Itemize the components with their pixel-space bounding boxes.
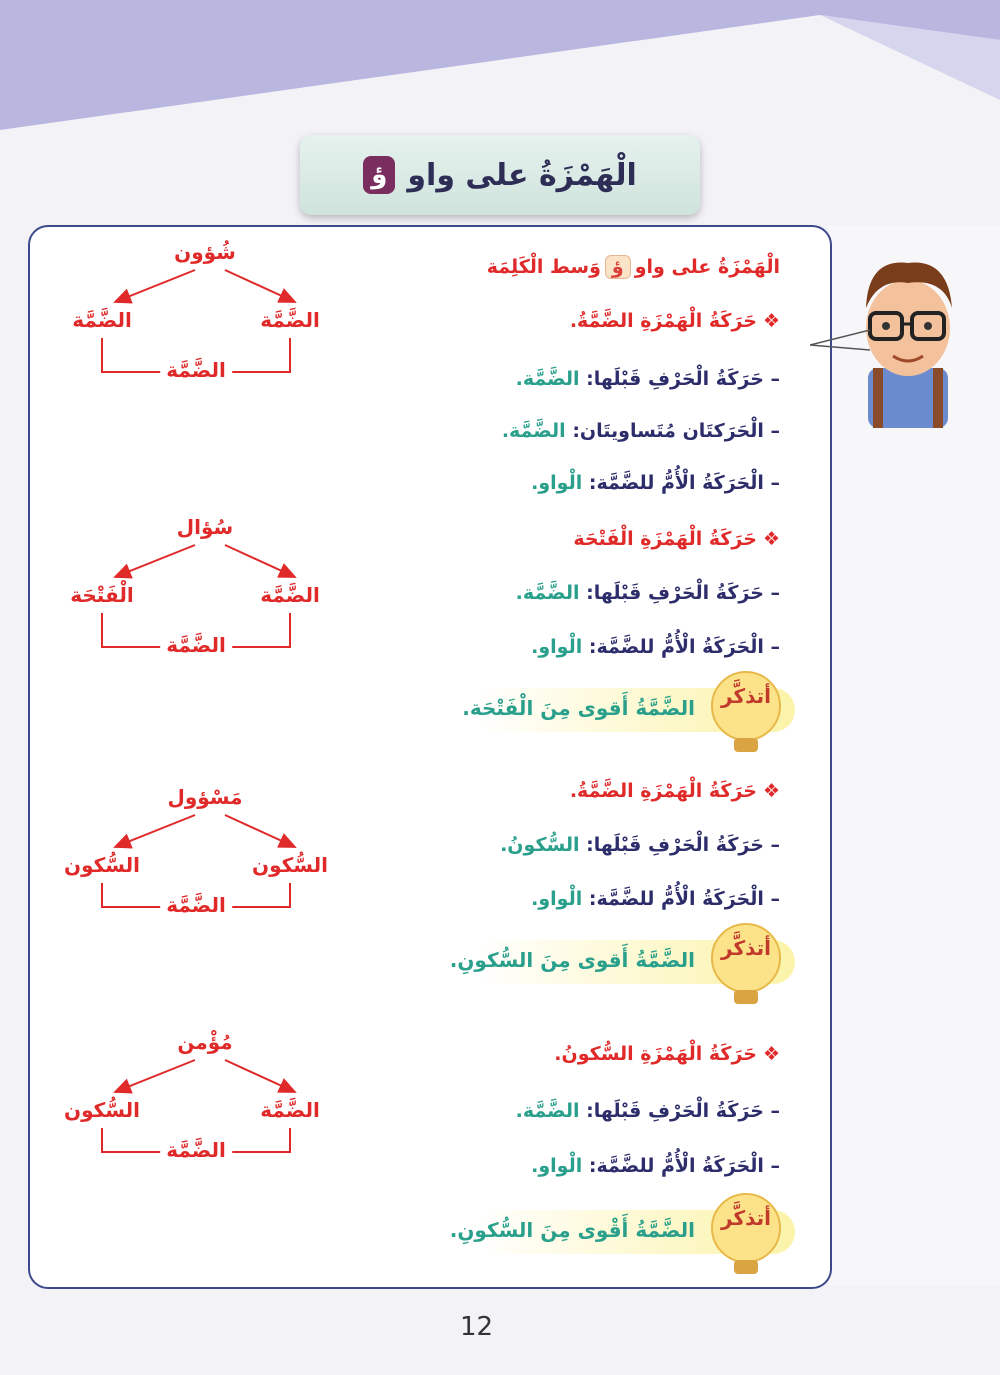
remember-text: الضَّمَّةُ أَقْوى مِنَ السُّكونِ. [449, 1218, 695, 1242]
section1-heading: ❖حَرَكَةُ الْهَمْزَةِ الضَّمَّةُ. [569, 310, 780, 332]
intro-hamza-badge: ؤ [605, 255, 631, 279]
intro-text-post: وَسط الْكَلِمَة [486, 256, 601, 278]
section1-line-1: – حَرَكَةُ الْحَرْفِ قَبْلَها: الضَّمَّة. [515, 368, 780, 390]
intro-text-pre: الْهَمْزَةُ على واو [634, 256, 780, 278]
tree-word: مُؤْمن [177, 1030, 233, 1054]
tree-word: شُؤون [174, 240, 236, 264]
section2-heading: ❖حَرَكَةُ الْهَمْزَةِ الْفَتْحَة [573, 528, 780, 550]
section3-line-1: – حَرَكَةُ الْحَرْفِ قَبْلَها: السُّكونُ. [500, 834, 780, 856]
section2-line-2: – الْحَرَكَةُ الْأُمُّ للضَّمَّة: الْواو. [531, 636, 780, 658]
tree-right: السُّكون [252, 853, 328, 877]
section4-tree-diagram [50, 1030, 350, 1180]
tree-word: مَسْؤول [167, 785, 243, 809]
section2-tree-diagram [50, 515, 350, 665]
tree-right: الضَّمَّة [260, 583, 320, 607]
section1-line-2: – الْحَرَكتَان مُتَساويتَان: الضَّمَّة. [501, 420, 780, 442]
section3-tree-diagram [50, 785, 350, 935]
section3-heading: ❖حَرَكَةُ الْهَمْزَةِ الضَّمَّةُ. [569, 780, 780, 802]
tree-word: سُؤال [176, 515, 234, 539]
section3-remember-note [449, 936, 795, 984]
lightbulb-icon: أتذكَّر [701, 1188, 791, 1278]
tree-left: السُّكون [64, 853, 140, 877]
intro-line [487, 255, 780, 279]
page-title: الْهَمْزَةُ على واو [407, 157, 637, 193]
speech-pointer [810, 300, 870, 360]
section1-tree-diagram [50, 240, 350, 390]
section1-line-3: – الْحَرَكَةُ الْأُمُّ للضَّمَّة: الْواو. [531, 472, 780, 494]
tree-bottom: الضَّمَّة [160, 358, 232, 382]
section4-line-1: – حَرَكَةُ الْحَرْفِ قَبْلَها: الضَّمَّة. [515, 1100, 780, 1122]
section4-heading: ❖حَرَكَةُ الْهَمْزَةِ السُّكونُ. [554, 1043, 780, 1065]
title-hamza-badge: ؤ [363, 156, 395, 194]
lightbulb-icon: أتذكَّر [701, 918, 791, 1008]
title-banner [300, 135, 700, 215]
tree-right: الضَّمَّة [260, 1098, 320, 1122]
tree-bottom: الضَّمَّة [160, 1138, 232, 1162]
lightbulb-icon: أتذكَّر [701, 666, 791, 756]
section2-line-1: – حَرَكَةُ الْحَرْفِ قَبْلَها: الضَّمَّة. [515, 582, 780, 604]
tree-right: الضَّمَّة [260, 308, 320, 332]
page-number: 12 [460, 1312, 494, 1342]
remember-text: الضَّمَّةُ أَقوى مِنَ السُّكونِ. [449, 948, 695, 972]
tree-left: الضَّمَّة [72, 308, 132, 332]
top-decorative-band [0, 0, 1000, 140]
remember-text: الضَّمَّةُ أَقوى مِنَ الْفَتْحَة. [462, 696, 695, 720]
tree-left: الْفَتْحَة [70, 583, 134, 607]
tree-bottom: الضَّمَّة [160, 633, 232, 657]
tree-bottom: الضَّمَّة [160, 893, 232, 917]
section4-line-2: – الْحَرَكَةُ الْأُمُّ للضَّمَّة: الْواو. [531, 1155, 780, 1177]
section4-remember-note [449, 1206, 795, 1254]
section2-remember-note [462, 684, 795, 732]
tree-left: السُّكون [64, 1098, 140, 1122]
section3-line-2: – الْحَرَكَةُ الْأُمُّ للضَّمَّة: الْواو. [531, 888, 780, 910]
